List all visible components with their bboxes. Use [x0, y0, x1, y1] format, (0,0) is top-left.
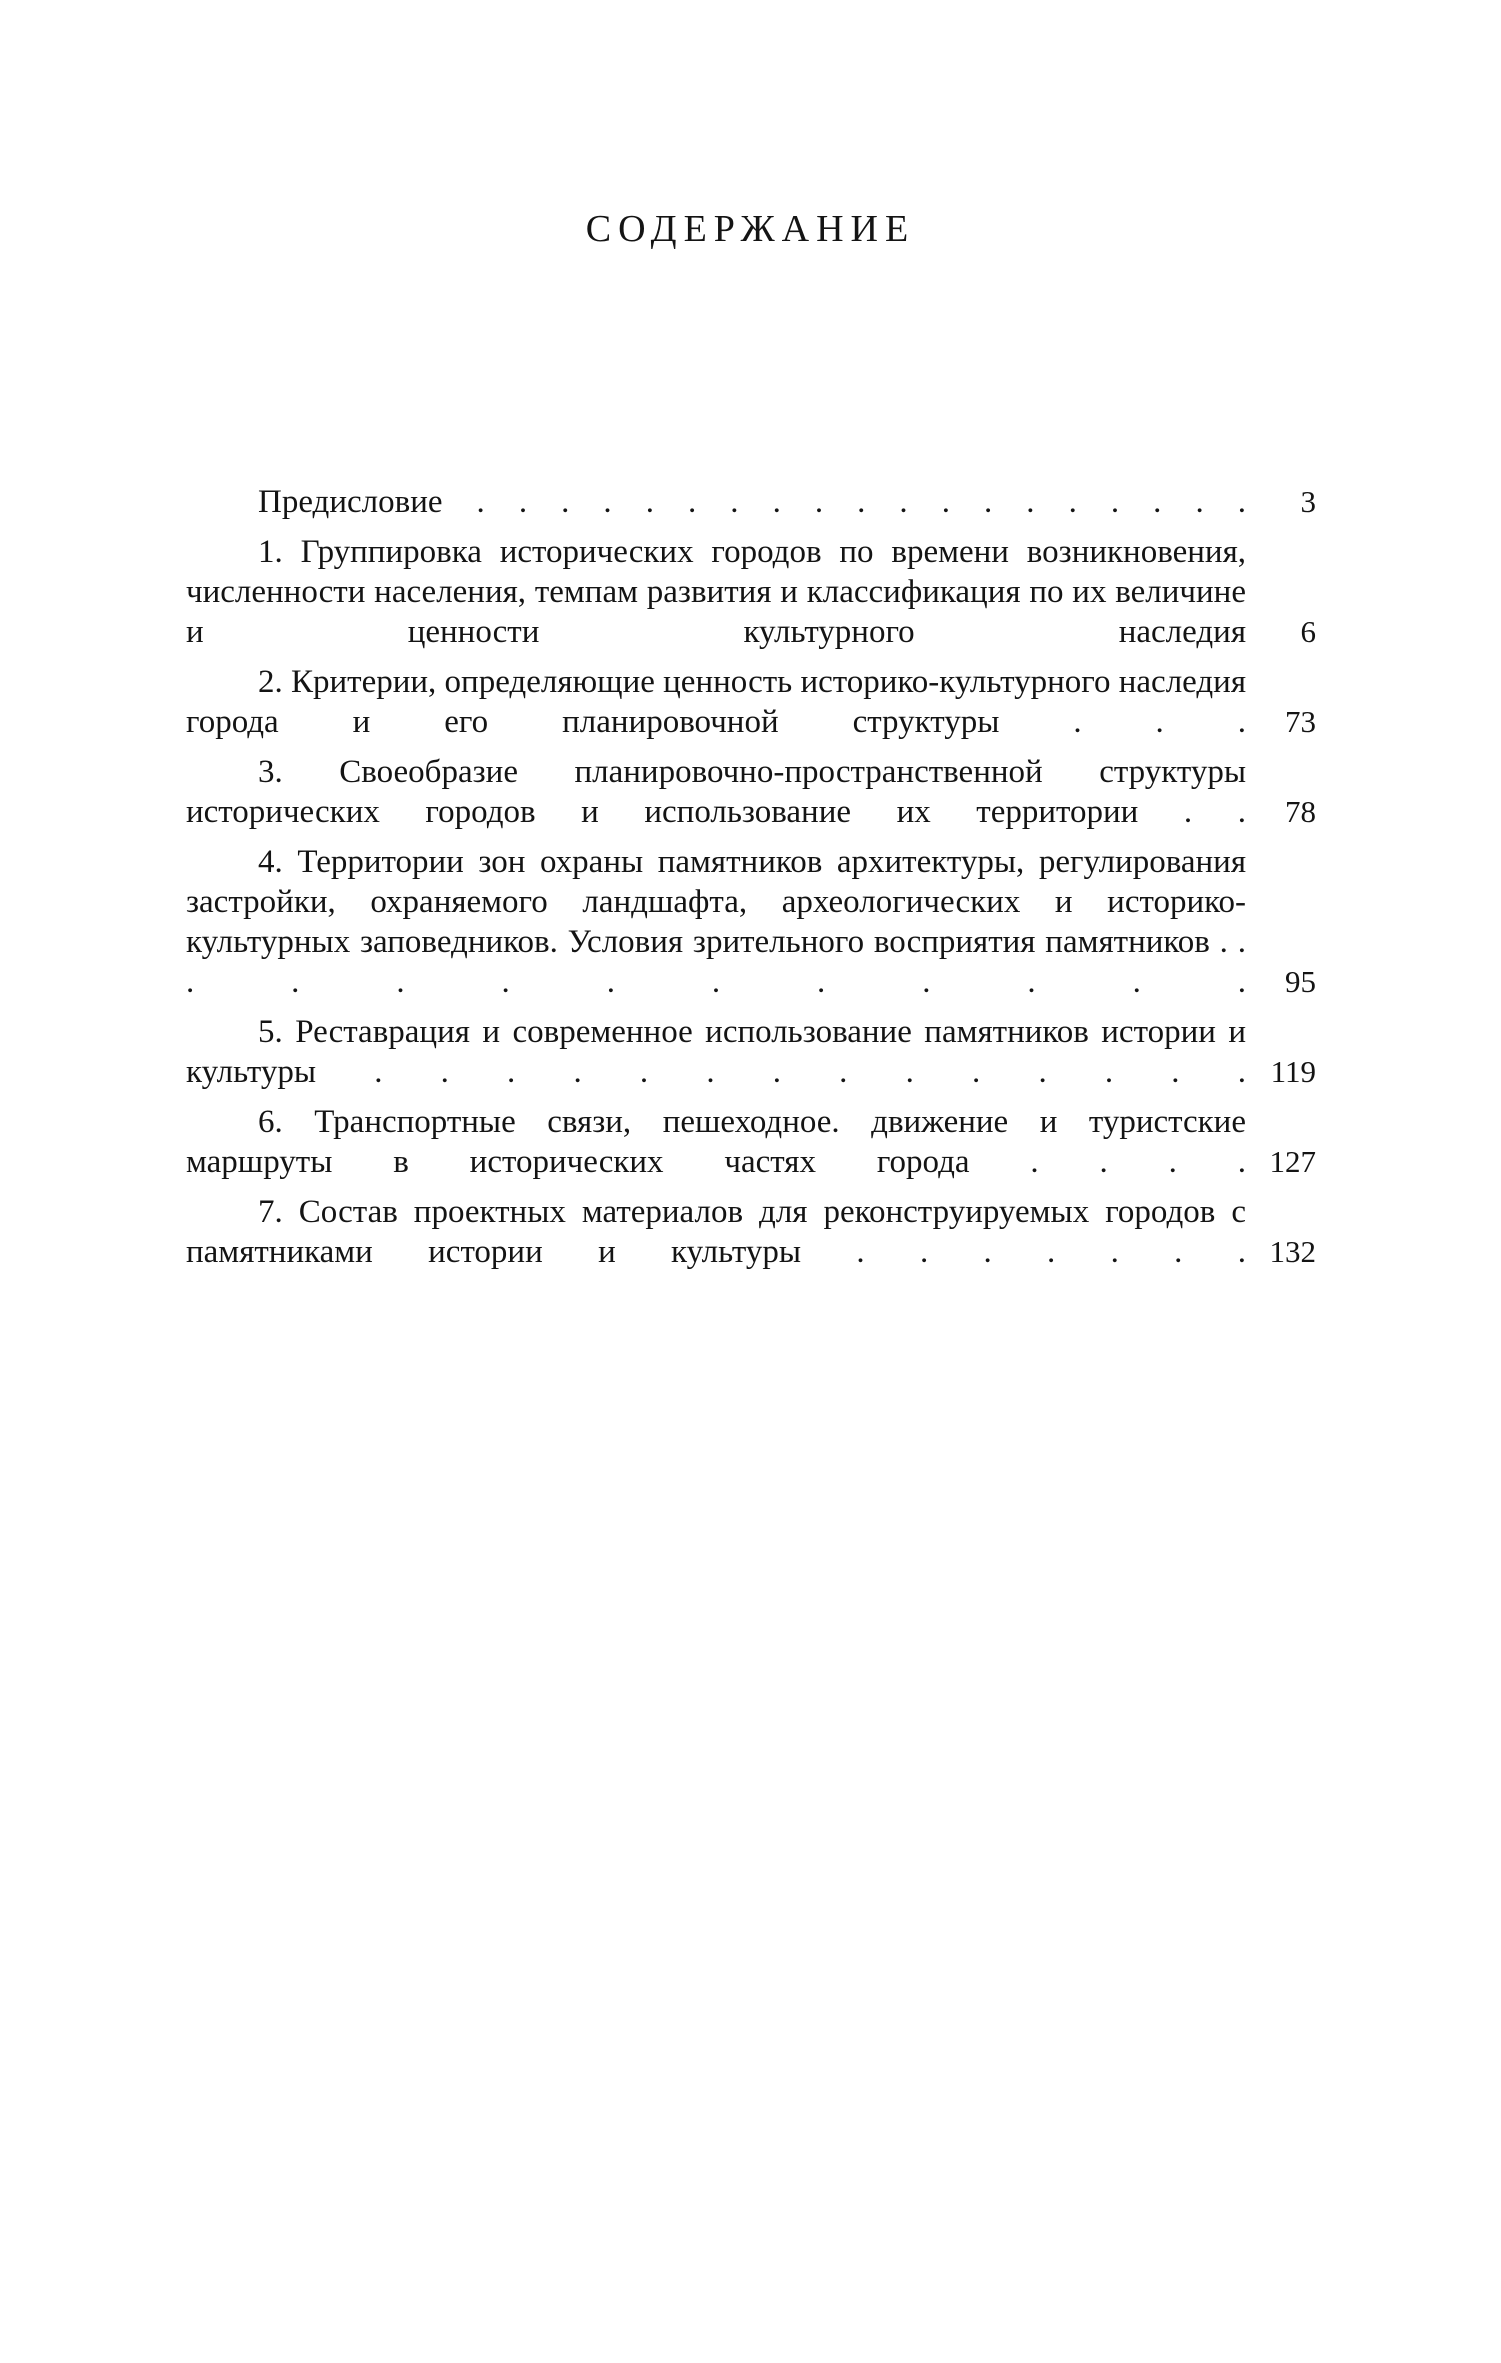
toc-entry-text: 1. Группировка исторических городов по времени возникновения, численности населения, темпам развития и классификация по их величине и ценности культурного наследия [186, 534, 1246, 650]
toc-entry-text: 5. Реставрация и современное использование памятников истории и культуры . . . . . . . . . . . . . . [186, 1014, 1246, 1090]
table-of-contents [186, 482, 1316, 1282]
toc-entry-chapter-7 [186, 1192, 1316, 1272]
toc-entry-chapter-5 [186, 1012, 1316, 1092]
toc-entry-text: 6. Транспортные связи, пешеходное. движение и туристские маршруты в исторических частях города . . . . [186, 1104, 1246, 1180]
toc-entry-text: 4. Территории зон охраны памятников архитектуры, регулирования застройки, охраняемого ландшафта, археологических и историко-культурных заповедников. Условия зрительного восприятия памятников . . . . . . . . . . . . . [186, 844, 1246, 1000]
page-title: СОДЕРЖАНИЕ [585, 208, 916, 250]
toc-page-number: 6 [1300, 614, 1316, 649]
toc-page-number: 3 [1300, 484, 1316, 519]
toc-entry-chapter-2 [186, 662, 1316, 742]
toc-page-number: 132 [1269, 1234, 1316, 1269]
toc-page-number: 95 [1285, 964, 1316, 999]
toc-page-number: 73 [1285, 704, 1316, 739]
toc-entry-preface [186, 482, 1316, 522]
toc-entry-text: 2. Критерии, определяющие ценность историко-культурного наследия города и его планировочной структуры . . . [186, 664, 1247, 740]
toc-page-number: 127 [1269, 1144, 1316, 1179]
toc-entry-chapter-6 [186, 1102, 1316, 1182]
toc-entry-text: 7. Состав проектных материалов для реконструируемых городов с памятниками истории и культуры . . . . . . . [186, 1194, 1246, 1270]
toc-entry-chapter-4 [186, 842, 1316, 1002]
toc-entry-text: Предисловие . . . . . . . . . . . . . . . . . . . [258, 484, 1246, 520]
toc-entry-text: 3. Своеобразие планировочно-пространственной структуры исторических городов и использование их территории . . [186, 754, 1246, 830]
toc-page-number: 119 [1270, 1054, 1316, 1089]
toc-entry-chapter-1 [186, 532, 1316, 652]
toc-page-number: 78 [1285, 794, 1316, 829]
toc-entry-chapter-3 [186, 752, 1316, 832]
